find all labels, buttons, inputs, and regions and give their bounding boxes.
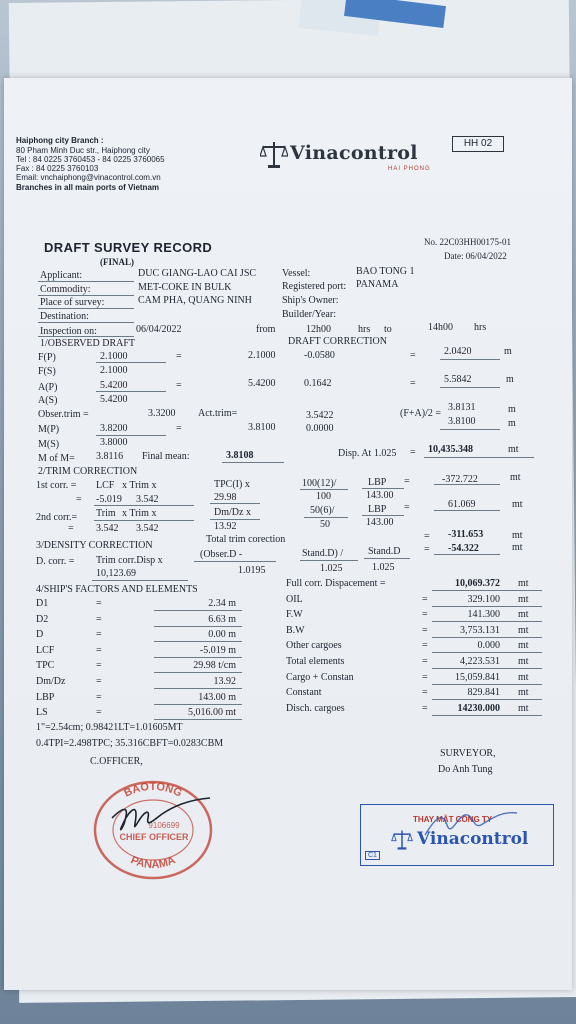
fs-value: 2.1000 [100,365,128,376]
record-date: Date: 06/04/2022 [444,251,507,261]
factor-label: D2 [36,613,49,625]
eq-c2: = [410,378,416,389]
element-value: 15,059.841 [455,671,500,683]
result-2: 5.5842 [444,374,472,385]
f100-label: 100(12)/ [302,478,337,489]
element-value: 10,069.372 [455,578,500,589]
result-3b: 3.8100 [448,416,476,427]
factor-eq: = [96,629,102,641]
element-eq: = [422,671,428,683]
to-time: 14h00 [428,322,453,333]
factor-value: 5,016.00 mt [187,707,236,719]
svg-text:PANAMA [129,854,177,871]
eq-total: = [424,531,430,542]
element-eq: = [422,687,428,699]
lcf-value: -5.019 [96,494,122,505]
second-corr-label: 2nd corr.= [36,512,78,523]
conversion-note-1: 1"=2.54cm; 0.98421LT=1.01605MT [36,722,183,733]
applicant-value: DUC GIANG-LAO CAI JSC [138,268,257,279]
element-unit: mt [518,624,529,636]
f50-label: 50(6)/ [310,505,335,516]
ap-value: 5.4200 [100,380,128,391]
form-code: HH 02 [452,136,504,152]
factor-eq: = [96,676,102,687]
total-trim-label: Total trim corection [206,534,286,545]
lbp2-label: LBP [368,504,387,515]
company-stamp-code: C1 [365,851,380,860]
commodity-value: MET-COKE IN BULK [138,282,232,293]
factor-label: LBP [36,691,55,703]
element-unit: mt [518,578,529,589]
owner-label: Ship's Owner: [282,295,339,306]
scales-icon [391,829,413,851]
factor-eq: = [96,644,102,656]
density-head: 3/DENSITY CORRECTION [36,540,153,551]
factor-eq: = [96,691,102,703]
eq-density: = [424,544,430,555]
stand-value: 1.025 [320,563,343,574]
element-label: Other cargoes [286,640,342,652]
density-unit: mt [512,542,523,553]
trim-unit-2: mt [512,499,523,510]
f-mean: 2.1000 [248,350,276,361]
applicant-label: Applicant: [40,270,83,281]
fp-label: F(P) [38,352,56,363]
eq-c1: = [410,350,416,361]
company-logo [260,140,440,176]
n50-value: 50 [320,519,330,530]
scales-icon [260,140,288,170]
hrs-label-1: hrs [358,324,371,335]
n100-value: 100 [316,491,331,502]
from-time: 12h00 [306,324,331,335]
branch-name: Haiphong city Branch : [16,136,104,145]
xtrim-label-2: x Trim x [122,508,157,519]
fs-label: F(S) [38,366,56,377]
branch-fax: Fax : 84 0225 3760103 [16,164,99,173]
factor-value: -5.019 m [199,644,236,656]
element-label: Cargo + Constan [286,671,354,683]
element-value: 829.841 [467,687,500,699]
element-value: 3,753.131 [460,624,500,636]
element-eq: = [422,640,428,652]
unit-3b: m [508,418,516,429]
ap-label: A(P) [38,382,58,393]
factor-label: Dm/Dz [36,676,66,687]
x-trim-label: x Trim x [122,480,157,491]
eq-disp: = [410,447,416,458]
destination-label: Destination: [40,311,89,322]
element-value: 4,223.531 [460,656,500,667]
factor-value: 29.98 t/cm [193,660,236,672]
company-city: HAI PHONG [388,166,431,172]
inspection-date: 06/04/2022 [136,324,182,335]
factor-label: LCF [36,644,55,656]
element-eq: = [422,593,428,605]
final-mean-value: 3.8108 [226,450,254,461]
branch-email: Email: vnchaiphong@vinacontrol.com.vn [16,173,161,182]
ship-stamp-title: CHIEF OFFICER [119,832,189,842]
tcd-label: Trim corr.Disp x [96,555,163,566]
company-stamp [360,804,554,866]
element-unit: mt [518,656,529,667]
surveyor-label: SURVEYOR, [440,748,496,759]
lbp1-label: LBP [368,477,387,488]
inspection-label: Inspection on: [40,326,97,337]
factor-label: LS [36,707,48,719]
obs-trim-value: 3.3200 [148,408,176,419]
correction-1: -0.0580 [304,350,335,361]
lbp2-value: 143.00 [366,517,394,528]
correction-head: DRAFT CORRECTION [288,336,387,347]
tpc-label: TPC(I) x [214,479,250,490]
element-eq: = [422,702,428,714]
trim-result-1: -372.722 [442,474,478,485]
hrs-label-2: hrs [474,322,487,333]
element-unit: mt [518,609,529,621]
result-1: 2.0420 [444,346,472,357]
element-label: Constant [286,687,322,699]
ship-stamp-bottom: PANAMA [128,854,178,872]
port-value: PANAMA [356,279,399,290]
lbp1-value: 143.00 [366,490,394,501]
stand-label: Stand.D) / [302,548,344,559]
element-value: 14230.000 [457,702,500,714]
density-result: -54.322 [448,543,479,554]
lcf-label: LCF [96,480,115,491]
disp-value: 10,435.348 [428,444,473,455]
mp-label: M(P) [38,424,60,435]
trim-label: Trim [96,508,116,519]
act-trim-label: Act.trim= [198,408,238,419]
factor-label: D1 [36,598,49,609]
mp-value: 3.8200 [100,423,128,434]
trim-unit-1: mt [510,472,521,483]
fa-label: (F+A)/2 = [400,408,442,419]
factor-eq: = [96,707,102,719]
builder-label: Builder/Year: [282,309,336,320]
eq-t2r: = [404,502,410,513]
factors-head: 4/SHIP'S FACTORS AND ELEMENTS [36,584,198,595]
factor-eq: = [96,613,102,625]
ms-label: M(S) [38,439,60,450]
record-title: DRAFT SURVEY RECORD [44,240,213,255]
company-stamp-logo: Vinacontrol [417,829,529,849]
total-trim-value: -311.653 [448,529,484,540]
record-final: (FINAL) [100,257,134,267]
factor-label: TPC [36,660,55,672]
company-name: Vinacontrol [290,142,418,164]
obser-label: (Obser.D - [200,549,243,560]
to-label: to [384,324,392,335]
total-trim-unit: mt [512,530,523,541]
stand2-value: 1.025 [372,562,395,573]
branches-note: Branches in all main ports of Vietnam [16,183,159,192]
observed-head: 1/OBSERVED DRAFT [40,338,136,349]
ship-stamp [92,778,214,882]
ship-stamp-number: 9106699 [148,821,180,830]
element-label: OIL [286,593,303,605]
chief-officer-label: C.OFFICER, [90,756,143,767]
ms-value: 3.8000 [100,437,128,448]
t2a-value: 3.542 [96,523,119,534]
unit-1: m [504,346,512,357]
unit-2: m [506,374,514,385]
mom-value: 3.8116 [96,451,124,462]
element-unit: mt [518,671,529,683]
tpc-value: 29.98 [214,492,237,503]
factor-value: 6.63 m [208,613,236,625]
eq-m: = [176,423,182,434]
dcorr-label: D. corr. = [36,556,75,567]
trim1-value: 3.542 [136,494,159,505]
eq-f: = [176,351,182,362]
stand2-label: Stand.D [368,546,401,557]
a-mean: 5.4200 [248,378,276,389]
record-number: No. 22C03HH00175-01 [424,237,511,247]
eq-t1r: = [404,476,410,487]
unit-3: m [508,404,516,415]
factor-value: 0.00 m [208,629,236,641]
trim-result-2: 61.069 [448,499,476,510]
factor-eq: = [96,660,102,672]
element-eq: = [422,656,428,667]
t2b-value: 3.542 [136,523,159,534]
element-value: 329.100 [467,593,500,605]
eq-t2: = [68,523,74,534]
result-3a: 3.8131 [448,402,476,413]
element-eq: = [422,609,428,621]
vessel-label: Vessel: [282,268,311,279]
factor-value: 143.00 m [198,691,236,703]
branch-tel: Tel : 84 0225 3760453 - 84 0225 3760065 [16,155,165,164]
mom-label: M of M= [38,453,75,464]
correction-3a: 3.5422 [306,410,334,421]
factor-value: 13.92 [213,676,236,687]
trim-head: 2/TRIM CORRECTION [38,466,138,477]
conversion-note-2: 0.4TPI=2.498TPC; 35.316CBFT=0.0283CBM [36,738,224,749]
commodity-label: Commodity: [40,284,91,295]
ship-stamp-top: BAOTONG [122,780,184,800]
eq-a: = [176,380,182,391]
element-label: B.W [286,624,305,636]
as-value: 5.4200 [100,394,128,405]
disp-label: Disp. At 1.025 [338,448,397,459]
surveyor-signature [421,805,541,845]
obser-value: 1.0195 [238,565,266,576]
document-page [4,78,572,990]
fp-value: 2.1000 [100,351,128,362]
svg-text:BAOTONG [122,781,184,800]
element-unit: mt [518,640,529,652]
m-mean: 3.8100 [248,422,276,433]
as-label: A(S) [38,395,58,406]
element-label: Full corr. Dispacement = [286,578,386,589]
final-mean-label: Final mean: [142,451,190,462]
element-unit: mt [518,687,529,699]
place-label: Place of survey: [40,297,105,308]
tcd-value: 10,123.69 [96,568,136,579]
place-value: CAM PHA, QUANG NINH [138,295,252,306]
factor-value: 2.34 m [208,598,236,609]
dmdz-label: Dm/Dz x [214,507,251,518]
element-unit: mt [518,593,529,605]
element-value: 141.300 [467,609,500,621]
branch-address: 80 Pham Minh Duc str., Haiphong city [16,146,150,155]
company-stamp-caption: THAY MẶT CÔNG TY [413,815,493,824]
element-value: 0.000 [477,640,500,652]
element-label: Disch. cargoes [286,702,345,714]
port-label: Registered port: [282,281,347,292]
correction-3b: 0.0000 [306,423,334,434]
obs-trim-label: Obser.trim = [38,409,89,420]
element-label: F.W [286,609,303,621]
factor-label: D [36,629,44,641]
vessel-value: BAO TONG 1 [356,266,415,277]
eq-t1: = [76,494,82,505]
element-unit: mt [518,702,529,714]
element-label: Total elements [286,656,345,667]
from-label: from [256,324,276,335]
factor-eq: = [96,598,102,609]
correction-2: 0.1642 [304,378,332,389]
first-corr-label: 1st corr. = [36,480,77,491]
disp-unit: mt [508,444,519,455]
dmdz-value: 13.92 [214,521,237,532]
element-eq: = [422,624,428,636]
surveyor-name: Do Anh Tung [438,764,493,775]
